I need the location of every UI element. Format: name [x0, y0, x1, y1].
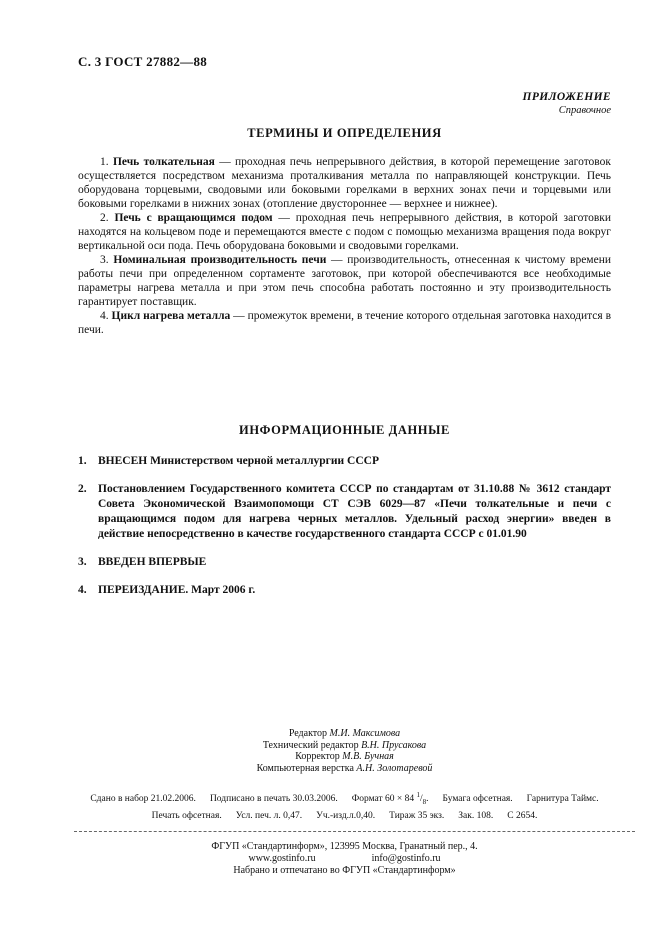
imprint-line-1	[78, 788, 611, 809]
term-number: 1.	[100, 156, 109, 168]
imprint-part-format	[351, 791, 429, 807]
imprint-part: Уч.-изд.л.0,40.	[316, 811, 376, 822]
colophon	[78, 728, 611, 774]
staff-name: А.Н. Золотаревой	[356, 762, 433, 774]
info-item-number: 2.	[78, 483, 87, 495]
terms-body	[78, 155, 611, 337]
term-paragraph	[78, 309, 611, 337]
info-item	[78, 482, 611, 542]
publisher-printed-note: Набрано и отпечатано во ФГУП «Стандартинформ»	[233, 865, 456, 877]
imprint-part: Печать офсетная.	[151, 811, 222, 822]
info-item-number: 3.	[78, 556, 87, 568]
imprint-part: С 2654.	[507, 811, 538, 822]
term-paragraph	[78, 211, 611, 253]
format-dot: .	[426, 794, 429, 805]
staff-name: В.Н. Прусакова	[361, 739, 427, 751]
imprint-part: Сдано в набор 21.02.2006.	[90, 794, 196, 805]
imprint-part: Тираж 35 экз.	[389, 811, 445, 822]
staff-line	[78, 763, 611, 775]
term-definition: — производительность, отнесенная к чистому времени работы печи при определенном сортаменте заготовок, при которой обеспечиваются все необходимые параметры нагрева металла и при этом печь способна работать постоянно и эту производительность гарантирует поставщик.	[78, 254, 611, 308]
term-paragraph	[78, 253, 611, 309]
staff-role: Компьютерная верстка	[256, 762, 354, 774]
staff-name: М.И. Максимова	[329, 728, 401, 739]
term-name: Номинальная производительность печи	[113, 254, 327, 266]
term-definition: — проходная печь непрерывного действия, в которой перемещение заготовок осуществляется посредством механизма проталкивания металла по направляющей конструкции. Печь оборудована торцевыми, сводовыми или боковыми горелками в верхних зонах печи и торцевыми или боковыми горелками в нижних зонах (отопление двустороннее — верхнее и нижнее).	[78, 156, 612, 210]
page-header: С. 3 ГОСТ 27882—88	[78, 54, 208, 69]
annex-block	[78, 90, 611, 118]
imprint-part: Бумага офсетная.	[442, 794, 513, 805]
info-item-text: Постановлением Государственного комитета СССР по стандартам от 31.10.88 № 3612 стандарт Совета Экономической Взаимопомощи СТ СЭВ 6029—87 «Печи толкательные и печи с вращающимся подом для нагрева черных металлов. Удельный расход энергии» введен в действие непосредственно в качестве государственного стандарта СССР с 01.01.90	[98, 483, 611, 540]
term-number: 3.	[100, 254, 109, 266]
format-frac-slash: /	[420, 794, 423, 805]
info-items	[78, 454, 611, 598]
separator-rule	[74, 831, 635, 832]
term-name: Печь с вращающимся подом	[114, 212, 273, 224]
term-number: 4.	[100, 310, 109, 322]
publisher-email: info@gostinfo.ru	[371, 853, 441, 865]
info-item	[78, 454, 611, 469]
imprint-part: Усл. печ. л. 0,47.	[235, 811, 303, 822]
info-item-text: ВНЕСЕН Министерством черной металлургии СССР	[98, 455, 379, 467]
staff-line	[78, 751, 611, 763]
term-definition: — проходная печь непрерывного действия, в которой заготовки находятся на кольцевом поде и перемещаются вместе с подом с помощью механизма вращения пода вокруг вертикальной оси пода. Печь оборудована боковыми и сводовыми горелками.	[78, 212, 612, 252]
publisher-block	[78, 841, 611, 877]
staff-line	[78, 740, 611, 752]
info-item	[78, 555, 611, 570]
staff-line	[78, 728, 611, 740]
staff-role: Редактор	[288, 728, 328, 739]
staff-name: М.В. Бучная	[342, 751, 394, 762]
format-frac-den: 8	[422, 798, 427, 807]
info-item-text: ПЕРЕИЗДАНИЕ. Март 2006 г.	[98, 584, 256, 596]
imprint-part: Зак. 108.	[458, 811, 494, 822]
publisher-website: www.gostinfo.ru	[248, 853, 316, 865]
format-text: Формат 60 × 84	[351, 794, 415, 805]
term-definition: — промежуток времени, в течение которого отдельная заготовка находится в печи.	[78, 310, 612, 336]
term-number: 2.	[100, 212, 109, 224]
term-name: Печь толкательная	[112, 156, 215, 168]
annex-subtitle: Справочное	[558, 105, 611, 116]
format-frac-num: 1	[416, 791, 420, 799]
info-section-title: ИНФОРМАЦИОННЫЕ ДАННЫЕ	[239, 423, 450, 437]
publisher-address: ФГУП «Стандартинформ», 123995 Москва, Гранатный пер., 4.	[211, 841, 478, 853]
info-item	[78, 583, 611, 598]
imprint-line-2	[78, 809, 611, 823]
info-item-number: 1.	[78, 455, 87, 467]
staff-role: Корректор	[295, 751, 340, 762]
publisher-contacts	[78, 853, 611, 865]
term-name: Цикл нагрева металла	[111, 310, 231, 322]
imprint-part: Подписано в печать 30.03.2006.	[209, 794, 338, 805]
imprint-block	[78, 788, 611, 823]
annex-label: ПРИЛОЖЕНИЕ	[522, 91, 611, 103]
info-item-text: ВВЕДЕН ВПЕРВЫЕ	[98, 556, 207, 568]
imprint-part: Гарнитура Таймс.	[526, 794, 599, 805]
terms-section-title: ТЕРМИНЫ И ОПРЕДЕЛЕНИЯ	[247, 126, 442, 140]
term-paragraph	[78, 155, 611, 211]
staff-role: Технический редактор	[262, 739, 359, 751]
info-item-number: 4.	[78, 584, 87, 596]
